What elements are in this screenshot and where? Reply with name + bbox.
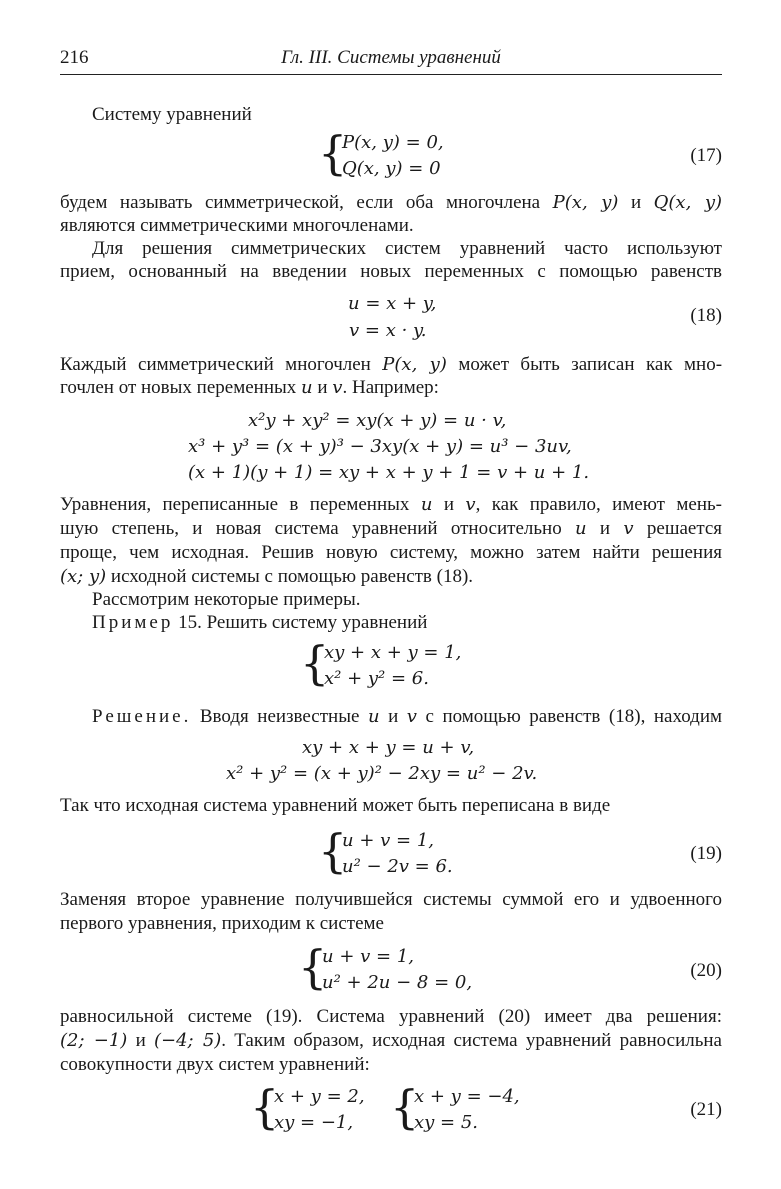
text-line: Каждый симметрический многочлен P(x, y) может быть записан как мно- xyxy=(60,354,723,375)
system-19 xyxy=(318,824,578,880)
equation-row: u² − 2v = 6. xyxy=(342,856,453,877)
brace-icon: { xyxy=(300,636,330,690)
system-20 xyxy=(298,940,558,996)
brace-icon: { xyxy=(250,1080,280,1134)
equation-row: x + y = 2, xyxy=(274,1086,365,1107)
running-header xyxy=(60,47,722,73)
system-example-15 xyxy=(300,636,560,692)
equation-row: xy + x + y = 1, xyxy=(324,642,462,663)
equation-row: u + v = 1, xyxy=(322,946,414,967)
equation-row: Q(x, y) = 0 xyxy=(342,158,441,179)
equation-line: x² + y² = (x + y)² − 2xy = u² − 2v. xyxy=(226,763,538,784)
text-line: Рассмотрим некоторые примеры. xyxy=(92,589,361,610)
page-number: 216 xyxy=(60,47,89,68)
text-line: (2; −1) и (−4; 5). Таким образом, исходная система уравнений равносильна xyxy=(60,1030,722,1051)
equation-number: (18) xyxy=(690,305,722,326)
text-line: шую степень, и новая система уравнений относительно u и v решается xyxy=(60,518,723,539)
system-21-second xyxy=(390,1080,550,1136)
brace-icon: { xyxy=(298,940,328,994)
header-rule xyxy=(60,74,722,75)
equation-row: u + v = 1, xyxy=(342,830,434,851)
system-17 xyxy=(318,126,618,182)
equation-row: xy = 5. xyxy=(414,1112,479,1133)
text-line: первого уравнения, приходим к системе xyxy=(60,913,384,934)
text-line: Так что исходная система уравнений может быть переписана в виде xyxy=(60,795,611,816)
chapter-title: Гл. III. Системы уравнений xyxy=(281,47,501,68)
equation-18-line1: u = x + y, xyxy=(348,293,437,314)
equation-number: (17) xyxy=(690,145,722,166)
equation-number: (21) xyxy=(690,1099,722,1120)
equation-row: xy = −1, xyxy=(274,1112,354,1133)
text-line: Для решения симметрических систем уравнений часто используют xyxy=(92,238,722,259)
brace-icon: { xyxy=(390,1080,420,1134)
brace-icon: { xyxy=(318,824,348,878)
text-line: гочлен от новых переменных u и v. Например: xyxy=(60,377,439,398)
text-line: Уравнения, переписанные в переменных u и v, как правило, имеют мень- xyxy=(60,494,722,515)
text-line: Заменяя второе уравнение получившейся системы суммой его и удвоенного xyxy=(60,889,722,910)
equation-18-line2: v = x · y. xyxy=(349,320,427,341)
text-line: будем называть симметрической, если оба многочлена P(x, y) и Q(x, y) xyxy=(60,192,723,213)
equation-row: P(x, y) = 0, xyxy=(342,132,444,153)
equation-row: x + y = −4, xyxy=(414,1086,520,1107)
equation-line: xy + x + y = u + v, xyxy=(302,737,475,758)
equation-line: x²y + xy² = xy(x + y) = u · v, xyxy=(248,410,507,431)
text-line: прием, основанный на введении новых переменных с помощью равенств xyxy=(60,261,722,282)
equation-number: (20) xyxy=(690,960,722,981)
solution-heading: Решение. Вводя неизвестные u и v с помощью равенств (18), находим xyxy=(92,706,723,727)
text-line: равносильной системе (19). Система уравнений (20) имеет два решения: xyxy=(60,1006,722,1027)
text-line: проще, чем исходная. Решив новую систему, можно затем найти решения xyxy=(60,542,722,563)
brace-icon: { xyxy=(318,126,348,180)
text-line: Систему уравнений xyxy=(92,104,252,125)
equation-number: (19) xyxy=(690,843,722,864)
text-line: являются симметрическими многочленами. xyxy=(60,215,414,236)
equation-row: u² + 2u − 8 = 0, xyxy=(322,972,473,993)
equation-line: (x + 1)(y + 1) = xy + x + y + 1 = v + u + 1. xyxy=(188,462,590,483)
equation-line: x³ + y³ = (x + y)³ − 3xy(x + y) = u³ − 3uv, xyxy=(188,436,572,457)
text-line: совокупности двух систем уравнений: xyxy=(60,1054,370,1075)
example-heading: Пример 15. Решить систему уравнений xyxy=(92,612,428,633)
system-21-first xyxy=(250,1080,390,1136)
equation-row: x² + y² = 6. xyxy=(324,668,429,689)
text-line: (x; y) исходной системы с помощью равенств (18). xyxy=(60,566,474,587)
